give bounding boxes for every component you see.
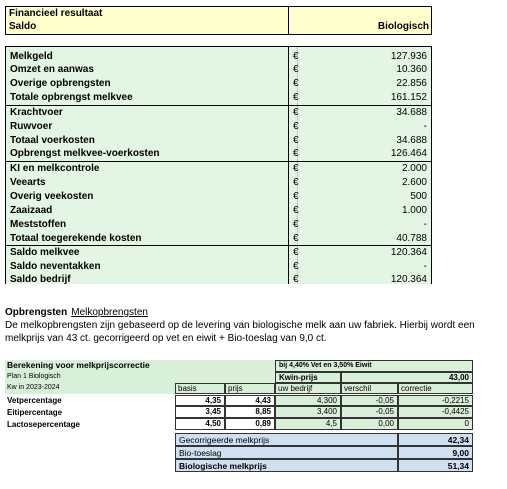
line-correctie: -0,4425 bbox=[398, 406, 473, 418]
table-row: Overig veekosten € 500 bbox=[10, 191, 427, 202]
line-verschil: -0,05 bbox=[341, 406, 398, 418]
section-heading bbox=[5, 307, 148, 318]
line-prijs: 4,43 bbox=[225, 395, 275, 406]
table-row: Krachtvoer € 34.688 bbox=[10, 107, 427, 118]
line-uw-bedrijf[interactable]: 4,300 bbox=[275, 395, 341, 406]
section-paragraph: De melkopbrengsten zijn gebaseerd op de levering van biologische melk aan uw fabriek. Hierbij wordt een melkprijs van 43 ct. gecorrigeerd op vet en eiwit + Bio-toeslag van 9,0 ct. bbox=[5, 320, 475, 344]
line-basis: 4,35 bbox=[175, 395, 225, 406]
table-row: Totale opbrengst melkvee € 161.152 bbox=[10, 92, 427, 103]
line-prijs: 0,89 bbox=[225, 418, 275, 430]
col-uw-bedrijf: uw bedrijf bbox=[275, 383, 341, 394]
kwin-label: Kwin-prijs bbox=[275, 372, 341, 383]
section-title: Opbrengsten bbox=[5, 307, 68, 318]
table-row: Meststoffen € - bbox=[10, 219, 427, 230]
col-prijs: prijs bbox=[225, 383, 275, 394]
table-row: Veearts € 2.600 bbox=[10, 177, 427, 188]
bio-value: 51,34 bbox=[398, 459, 473, 472]
gecorrigeerd-label: Gecorrigeerde melkprijs bbox=[175, 433, 398, 446]
bio-label: Biologische melkprijs bbox=[175, 459, 398, 472]
sheet-subtitle: Saldo bbox=[9, 21, 37, 32]
table-row: Totaal voerkosten € 34.688 bbox=[10, 135, 427, 146]
kwin-value: 43,00 bbox=[341, 372, 473, 383]
calc-title: Berekening voor melkprijscorrectie bbox=[5, 360, 275, 372]
saldo-table bbox=[5, 46, 432, 284]
table-row: Saldo melkvee € 120.364 bbox=[10, 247, 427, 258]
line-uw-bedrijf[interactable]: 3,400 bbox=[275, 406, 341, 418]
line-correctie: 0 bbox=[398, 418, 473, 430]
line-verschil: -0,05 bbox=[341, 395, 398, 406]
column-header-biologisch: Biologisch bbox=[377, 21, 429, 32]
line-uw-bedrijf[interactable]: 4,5 bbox=[275, 418, 341, 430]
gecorrigeerd-value: 42,34 bbox=[398, 433, 473, 446]
table-row: Zaaizaad € 1.000 bbox=[10, 205, 427, 216]
line-label: Vetpercentage bbox=[7, 396, 62, 405]
toeslag-value: 9,00 bbox=[398, 446, 473, 459]
melkprijs-calc-table bbox=[5, 360, 473, 475]
col-correctie: correctie bbox=[398, 383, 473, 394]
table-row: Saldo bedrijf € 120.364 bbox=[10, 274, 427, 285]
line-verschil: 0,00 bbox=[341, 418, 398, 430]
table-row: Saldo neventakken € - bbox=[10, 261, 427, 272]
sheet-title: Financieel resultaat bbox=[9, 8, 103, 19]
table-row: Melkgeld € 127.936 bbox=[10, 51, 427, 62]
col-verschil: verschil bbox=[341, 383, 398, 394]
calc-kw: Kw in 2023-2024 bbox=[5, 383, 275, 394]
line-label: Eitipercentage bbox=[7, 408, 63, 417]
table-row: Overige opbrengsten € 22.856 bbox=[10, 78, 427, 89]
line-basis: 4,50 bbox=[175, 418, 225, 430]
basis-note: bij 4,40% Vet en 3,50% Eiwit bbox=[275, 360, 473, 372]
line-basis: 3,45 bbox=[175, 406, 225, 418]
line-label: Lactosepercentage bbox=[7, 420, 80, 429]
col-basis: basis bbox=[175, 383, 225, 394]
table-row: KI en melkcontrole € 2.000 bbox=[10, 163, 427, 174]
line-correctie: -0,2215 bbox=[398, 395, 473, 406]
table-row: Ruwvoer € - bbox=[10, 121, 427, 132]
table-row: Omzet en aanwas € 10.360 bbox=[10, 64, 427, 75]
toeslag-label: Bio-toeslag bbox=[175, 446, 398, 459]
melkopbrengsten-link[interactable]: Melkopbrengsten bbox=[71, 307, 148, 318]
table-row: Opbrengst melkvee-voerkosten € 126.464 bbox=[10, 148, 427, 159]
table-row: Totaal toegerekende kosten € 40.788 bbox=[10, 233, 427, 244]
line-prijs: 8,85 bbox=[225, 406, 275, 418]
calc-plan: Plan 1 Biologisch bbox=[5, 372, 275, 383]
